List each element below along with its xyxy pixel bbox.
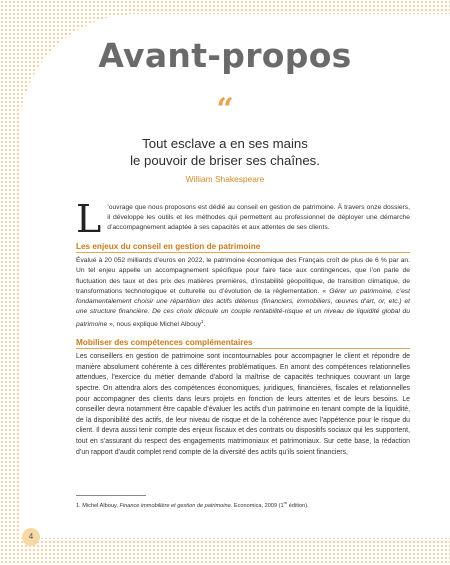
epigraph-author: William Shakespeare	[185, 174, 265, 184]
epigraph-line-1: Tout esclave a en ses mains	[142, 136, 308, 151]
footnote-reference[interactable]: 1	[200, 319, 204, 325]
footnote-tail: édition).	[287, 502, 309, 509]
drop-cap: L	[76, 197, 102, 241]
epigraph-quote	[0, 135, 450, 169]
enjeux-text-end: », nous explique Michel Albouy	[107, 321, 201, 329]
intro-text: ’ouvrage que nous proposons est dédié au conseil en gestion de patrimoine. À travers onze dossiers, il développe les outils et les méthodes qui permettent au professionnel de déployer une démarche d’accompagnement adaptée à ses capacités et aux attentes de ses clients.	[107, 204, 410, 232]
footnote-publisher: . Economica, 2009 (1	[230, 502, 284, 509]
footnote-number: 1.	[76, 502, 81, 509]
section-heading-enjeux-text: Les enjeux du conseil en gestion de patrimoine	[76, 241, 261, 251]
footnote-book-title: Finance immobilière et gestion de patrimoine	[119, 502, 231, 509]
enjeux-text-start: Évalué à 20 052 milliards d’euros en 2022, le patrimoine économique des Français croît de plus de 6 % par an. Un tel enjeu appelle un accompagnement spécifique pour faire face aux contingences, que l’on parle de fluctuation des taux et des prix des matières premières, d’instabilité géopolitique, de transition climatique, de transformations technologique et culturelle ou d’évolution de la réglementation. «	[76, 257, 410, 295]
section-competences-paragraph: Les conseillers en gestion de patrimoine sont incontournables pour accompagner le client et répondre de manière absolument cohérente à ces différentes problématiques. En amont des compétences relationnelles attendues, l’exercice du métier demande d’abord la maîtrise de capacités techniques couvrant un large spectre. On attendra alors des compétences économiques, juridiques, financières, fiscales et relationnelles pour accompagner des clients dans leurs projets en fonction de leurs attentes et de leurs besoins. Le conseiller devra notamment être capable d’évaluer les actifs d’un patrimoine en tenant compte de la liquidité, de la disponibilité des actifs, de leur niveau de risque et de la cohérence avec l’appétence pour le risque du client. Il devra aussi tenir compte des enjeux fiscaux et des contrats ou dispositifs sociaux qui les supportent, tout en s’assurant du respect des engagements matrimoniaux et patrimoniaux. Sur cette base, la rédaction d’un rapport d’audit complet rend compte de la diversité des actifs qu’ils soient financiers,	[76, 353, 410, 456]
intro-paragraph	[76, 197, 410, 241]
footnote-superscript: re	[283, 500, 288, 505]
article-body	[76, 197, 410, 458]
page-title: Avant-propos	[98, 36, 352, 75]
section-heading-competences	[76, 337, 410, 350]
footnote-author: Michel Albouy,	[82, 502, 118, 509]
section-enjeux-paragraph	[76, 256, 410, 331]
footnote	[76, 500, 410, 509]
enjeux-citation: Gérer un patrimoine, c’est fondamentalement choisir une répartition des actifs détenus (financiers, immobiliers, œuvres d’art, or, etc.) et une structure financière. De ces choix découle un couple rentabilité-risque et un niveau de liquidité global du patrimoine	[76, 287, 410, 329]
quote-mark-icon: “	[216, 92, 234, 127]
section-heading-enjeux	[76, 241, 410, 254]
footnote-divider	[76, 495, 146, 496]
enjeux-text-tail: .	[203, 321, 206, 329]
page-number-badge: 4	[22, 528, 40, 546]
epigraph-line-2: le pouvoir de briser ses chaînes.	[130, 153, 320, 168]
section-heading-competences-text: Mobiliser des compétences complémentaires	[76, 337, 253, 347]
